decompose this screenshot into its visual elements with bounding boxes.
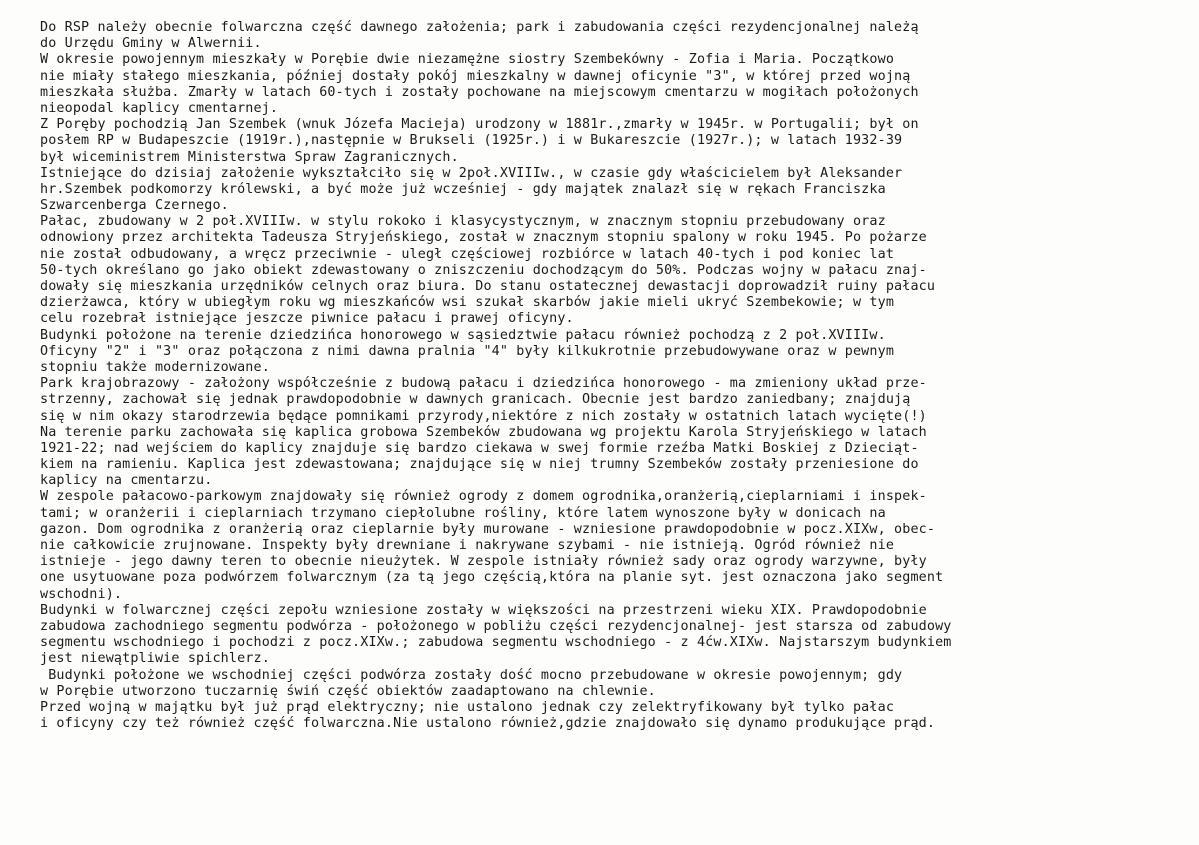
text-line: do Urzędu Gminy w Alwernii. bbox=[40, 36, 262, 52]
text-line: nie całkowicie zrujnowane. Inspekty były drewniane i nakrywane szybami - nie istnieją. Ogród również nie bbox=[40, 538, 895, 553]
text-line: Szwarcenberga Czernego. bbox=[40, 198, 229, 214]
text-line: Oficyny "2" i "3" oraz połączona z nimi dawna pralnia "4" były kilkukrotnie przebudowywane oraz w pewnym bbox=[40, 343, 895, 359]
text-line: Na terenie parku zachowała się kaplica grobowa Szembeków zbudowana wg projektu Karola Stryjeńskiego w latach bbox=[40, 424, 927, 440]
text-line: gazon. Dom ogrodnika z oranżerią oraz cieplarnie były murowane - wzniesione prawdopodobnie w pocz.XIXw, obec- bbox=[40, 521, 936, 537]
text-line: zabudowa zachodniego segmentu podwórza - położonego w pobliżu części rezydencjonalnej- jest starsza od zabudowy bbox=[40, 618, 952, 634]
text-line: wschodni). bbox=[40, 586, 123, 602]
text-line: Istniejące do dzisiaj założenie wykształciło się w 2poł.XVIIIw., w czasie gdy właścicielem był Aleksander bbox=[40, 165, 903, 181]
text-line: dowały się mieszkania urzędników celnych oraz biura. Do stanu ostatecznej dewastacji doprowadził ruiny pałacu bbox=[40, 279, 936, 294]
text-line: W zespole pałacowo-parkowym znajdowały się również ogrody z domem ogrodnika,oranżerią,cieplarniami i inspek- bbox=[40, 489, 927, 505]
text-line: 50-tych określano go jako obiekt zdewastowany o zniszczeniu dochodzącym do 50%. Podczas wojny w pałacu znaj- bbox=[40, 262, 927, 278]
text-line: nieopodal kaplicy cmentarnej. bbox=[40, 100, 279, 116]
text-line: Pałac, zbudowany w 2 poł.XVIIIw. w stylu rokoko i klasycystycznym, w znacznym stopniu przebudowany oraz bbox=[40, 214, 886, 230]
text-line: się w nim okazy starodrzewia będące pomnikami przyrody,niektóre z nich zostały w ostatnich latach wycięte(!) bbox=[40, 408, 927, 424]
text-line: mieszkała służba. Zmarły w latach 60-tych i zostały pochowane na miejscowym cmentarzu w mogiłach położonych bbox=[40, 84, 919, 100]
text-line: Budynki położone we wschodniej części podwórza zostały dość mocno przebudowane w okresie powojennym; gdy bbox=[40, 667, 903, 683]
text-line: odnowiony przez architekta Tadeusza Stryjeńskiego, został w znacznym stopniu spalony w roku 1945. Po pożarze bbox=[40, 230, 927, 246]
text-line: Do RSP należy obecnie folwarczna część dawnego założenia; park i zabudowania części rezydencjonalnej należą bbox=[40, 20, 919, 35]
text-line: kaplicy na cmentarzu. bbox=[40, 473, 213, 489]
text-line: tami; w oranżerii i cieplarniach trzymano ciepłolubne rośliny, które latem wynoszone były w donicach na bbox=[40, 505, 886, 521]
text-line: Budynki położone na terenie dziedzińca honorowego w sąsiedztwie pałacu również pochodzą z 2 poł.XVIIIw. bbox=[40, 327, 886, 343]
text-line: Przed wojną w majątku był już prąd elektryczny; nie ustalono jednak czy zelektryfikowany był tylko pałac bbox=[40, 699, 895, 715]
text-line: 1921-22; nad wejściem do kaplicy znajduje się bardzo ciekawa w swej formie rzeźba Matki Boskiej z Dzieciąt- bbox=[40, 440, 919, 456]
typewritten-text bbox=[40, 20, 1190, 732]
text-line: segmentu wschodniego i pochodzi z pocz.XIXw.; zabudowa segmentu wschodniego - z 4ćw.XIXw. Najstarszym budynkiem bbox=[40, 635, 952, 651]
text-line: celu rozebrał istniejące jeszcze piwnice pałacu i prawej oficyny. bbox=[40, 311, 574, 327]
text-line: dzierżawca, który w ubiegłym roku wg mieszkańców wsi szukał skarbów jakie mieli ukryć Szembekowie; w tym bbox=[40, 295, 895, 311]
text-line: hr.Szembek podkomorzy królewski, a być może już wcześniej - gdy majątek znalazł się w rękach Franciszka bbox=[40, 181, 886, 197]
text-line: i oficyny czy też również część folwarczna.Nie ustalono również,gdzie znajdowało się dynamo produkujące prąd. bbox=[40, 716, 936, 732]
text-line: one usytuowane poza podwórzem folwarcznym (za tą jego częścią,która na planie syt. jest oznaczona jako segment bbox=[40, 570, 944, 586]
text-line: nie miały stałego mieszkania, później dostały pokój mieszkalny w dawnej oficynie "3", w której przed wojną bbox=[40, 68, 911, 84]
text-line: Park krajobrazowy - założony współcześnie z budową pałacu i dziedzińca honorowego - ma zmieniony układ prze- bbox=[40, 376, 927, 392]
text-line: nie został odbudowany, a wręcz przeciwnie - uległ częściowej rozbiórce w latach 40-tych i pod koniec lat bbox=[40, 246, 895, 262]
text-line: W okresie powojennym mieszkały w Porębie dwie niezamężne siostry Szembekówny - Zofia i Maria. Początkowo bbox=[40, 52, 895, 68]
text-line: jest niewątpliwie spichlerz. bbox=[40, 651, 270, 667]
text-line: stopniu także modernizowane. bbox=[40, 359, 270, 375]
text-line: kiem na ramieniu. Kaplica jest zdewastowana; znajdujące się w niej trumny Szembeków zostały przeniesione do bbox=[40, 457, 919, 473]
text-line: był wiceministrem Ministerstwa Spraw Zagranicznych. bbox=[40, 149, 459, 165]
text-line: w Porębie utworzono tuczarnię świń część obiektów zaadaptowano na chlewnie. bbox=[40, 683, 656, 699]
text-line: strzenny, zachował się jednak prawdopodobnie w dawnych granicach. Obecnie jest bardzo zaniedbany; znajdują bbox=[40, 392, 911, 408]
text-line: istnieje - jego dawny teren to obecnie nieużytek. W zespole istniały również sady oraz ogrody warzywne, były bbox=[40, 554, 927, 570]
text-line: Budynki w folwarcznej części zepołu wzniesione zostały w większości na przestrzeni wieku XIX. Prawdopodobnie bbox=[40, 602, 927, 618]
text-line: Z Poręby pochodzią Jan Szembek (wnuk Józefa Macieja) urodzony w 1881r.,zmarły w 1945r. w Portugalii; był on bbox=[40, 117, 919, 133]
text-line: posłem RP w Budapeszcie (1919r.),następnie w Brukseli (1925r.) i w Bukareszcie (1927r.); w latach 1932-39 bbox=[40, 133, 903, 149]
